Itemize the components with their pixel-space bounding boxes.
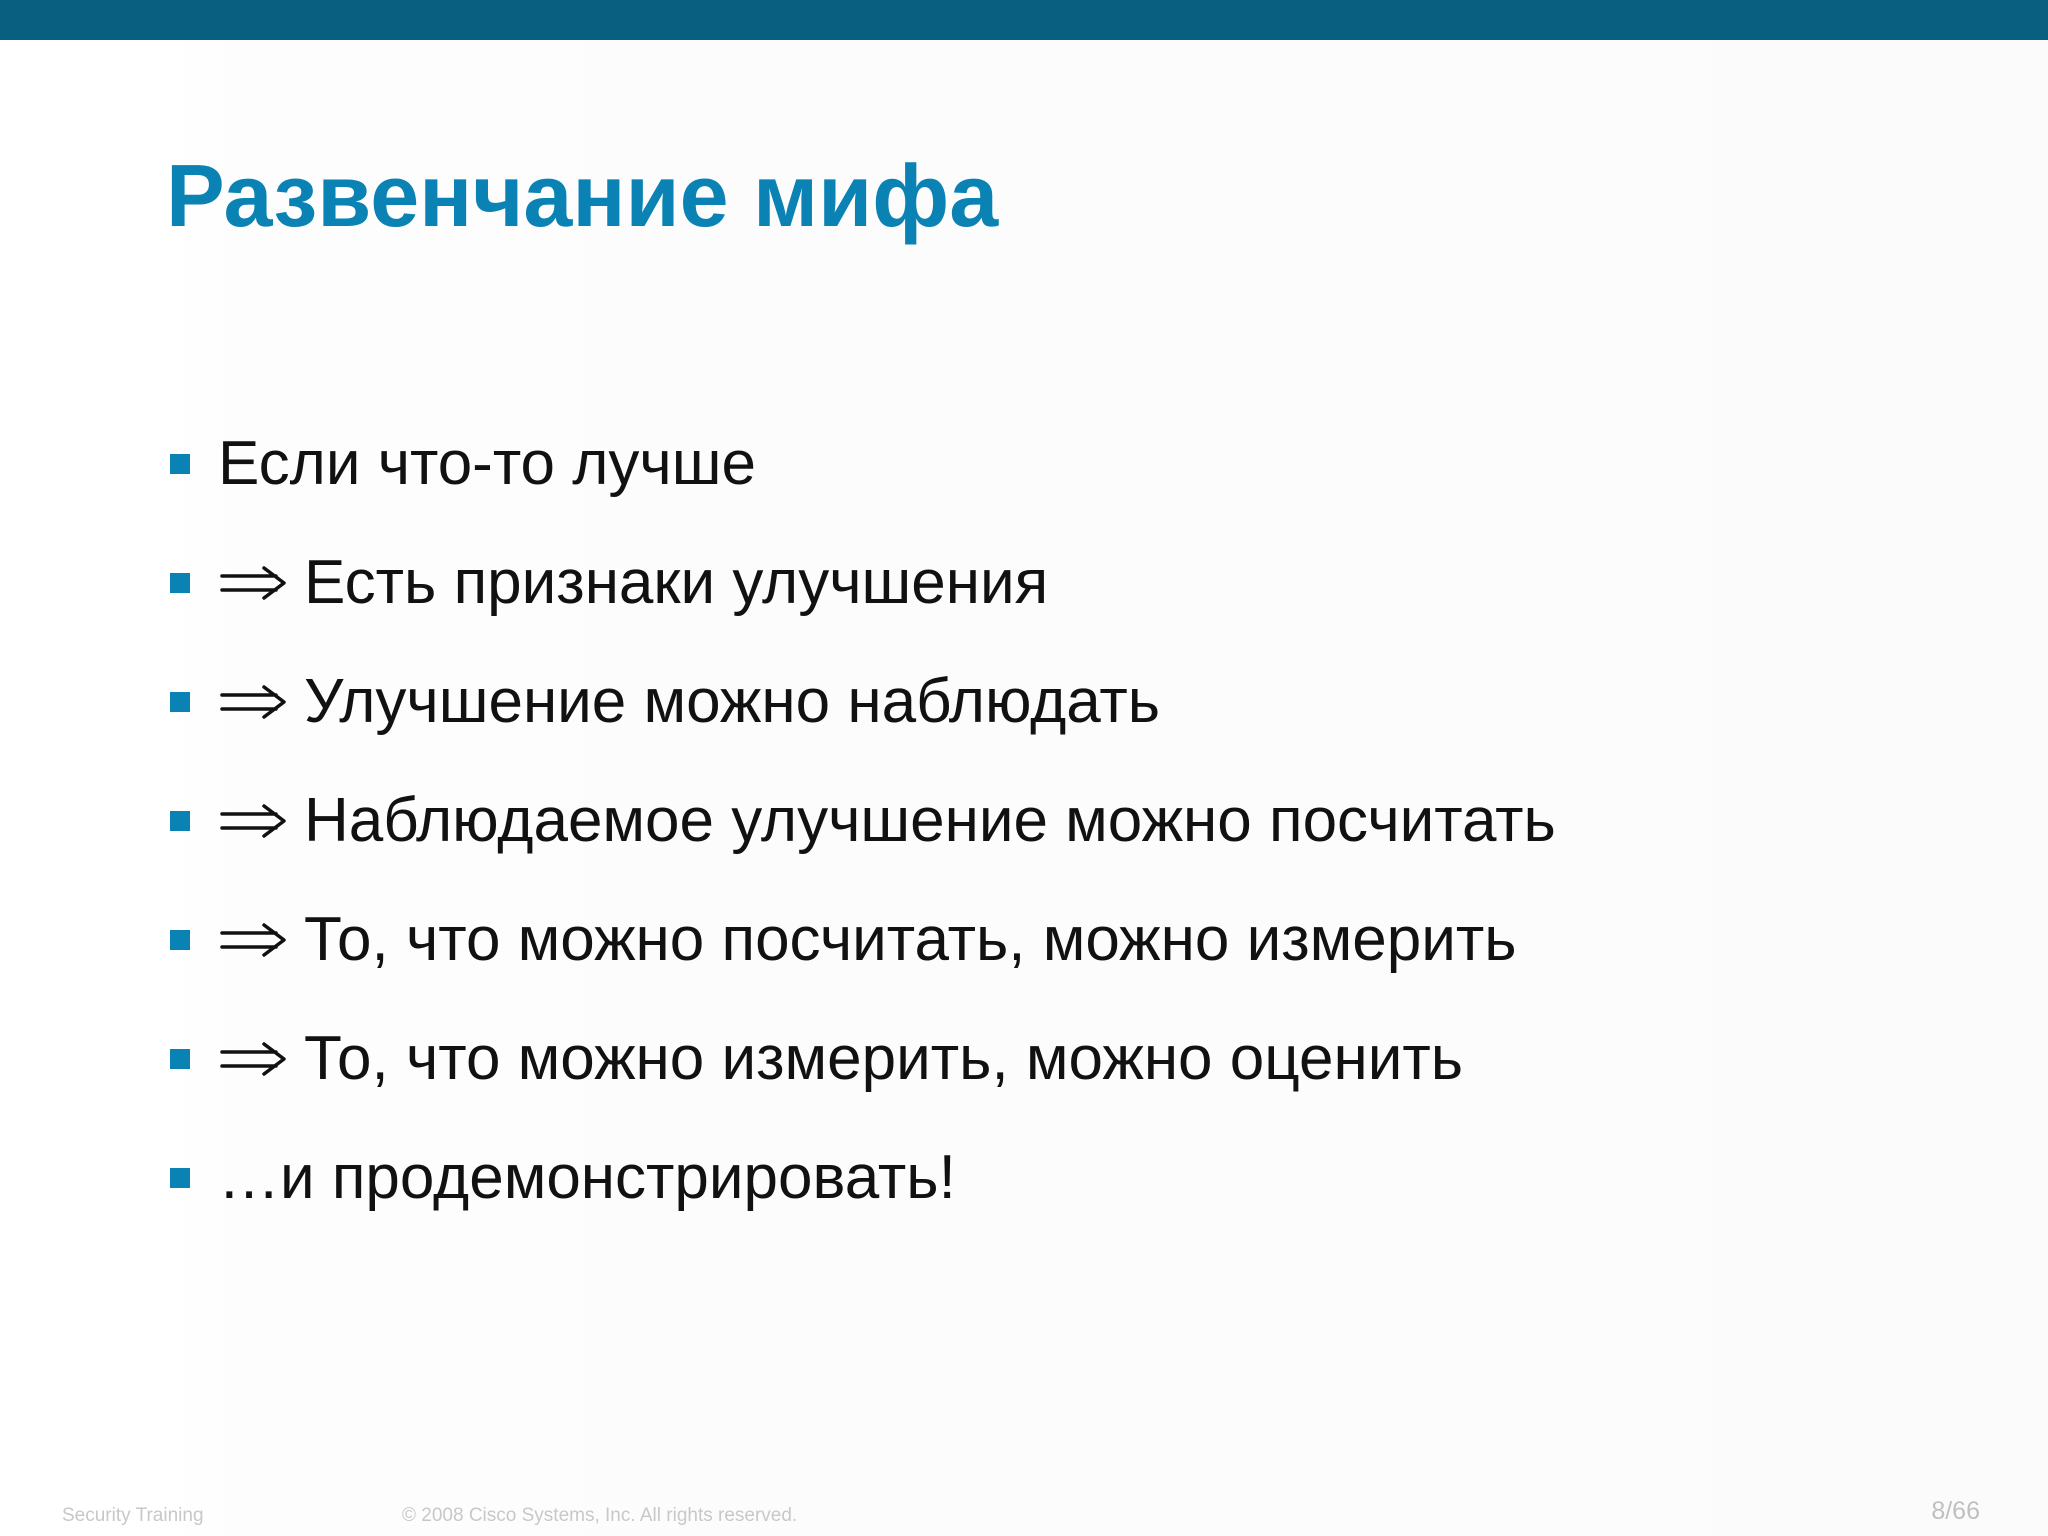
square-bullet-icon: [170, 930, 190, 950]
square-bullet-icon: [170, 811, 190, 831]
bullet-text: …и продемонстрировать!: [218, 1142, 956, 1212]
footer-course-name: Security Training: [62, 1505, 204, 1526]
bullet-item: [170, 880, 1556, 999]
implies-arrow-icon: [218, 1039, 294, 1079]
bullet-text: Наблюдаемое улучшение можно посчитать: [304, 785, 1556, 855]
bullet-item: [170, 523, 1556, 642]
top-bar: [0, 0, 2048, 40]
bullet-text: Улучшение можно наблюдать: [304, 666, 1161, 736]
square-bullet-icon: [170, 1049, 190, 1069]
bullet-item: [170, 404, 1556, 523]
square-bullet-icon: [170, 454, 190, 474]
bullet-item: [170, 761, 1556, 880]
implies-arrow-icon: [218, 920, 294, 960]
bullet-item: [170, 642, 1556, 761]
square-bullet-icon: [170, 1168, 190, 1188]
bullet-text: То, что можно измерить, можно оценить: [304, 1023, 1464, 1093]
bullet-text: Если что-то лучше: [218, 428, 756, 498]
footer-copyright: © 2008 Cisco Systems, Inc. All rights reserved.: [402, 1505, 798, 1526]
bullet-text: Есть признаки улучшения: [304, 547, 1049, 617]
bullet-list: [170, 404, 1556, 1237]
square-bullet-icon: [170, 573, 190, 593]
implies-arrow-icon: [218, 801, 294, 841]
implies-arrow-icon: [218, 563, 294, 603]
slide-title: Развенчание мифа: [166, 146, 999, 245]
implies-arrow-icon: [218, 682, 294, 722]
bullet-text: То, что можно посчитать, можно измерить: [304, 904, 1517, 974]
page-number: 8/66: [1931, 1497, 1980, 1525]
square-bullet-icon: [170, 692, 190, 712]
bullet-item: [170, 999, 1556, 1118]
bullet-item: [170, 1118, 1556, 1237]
